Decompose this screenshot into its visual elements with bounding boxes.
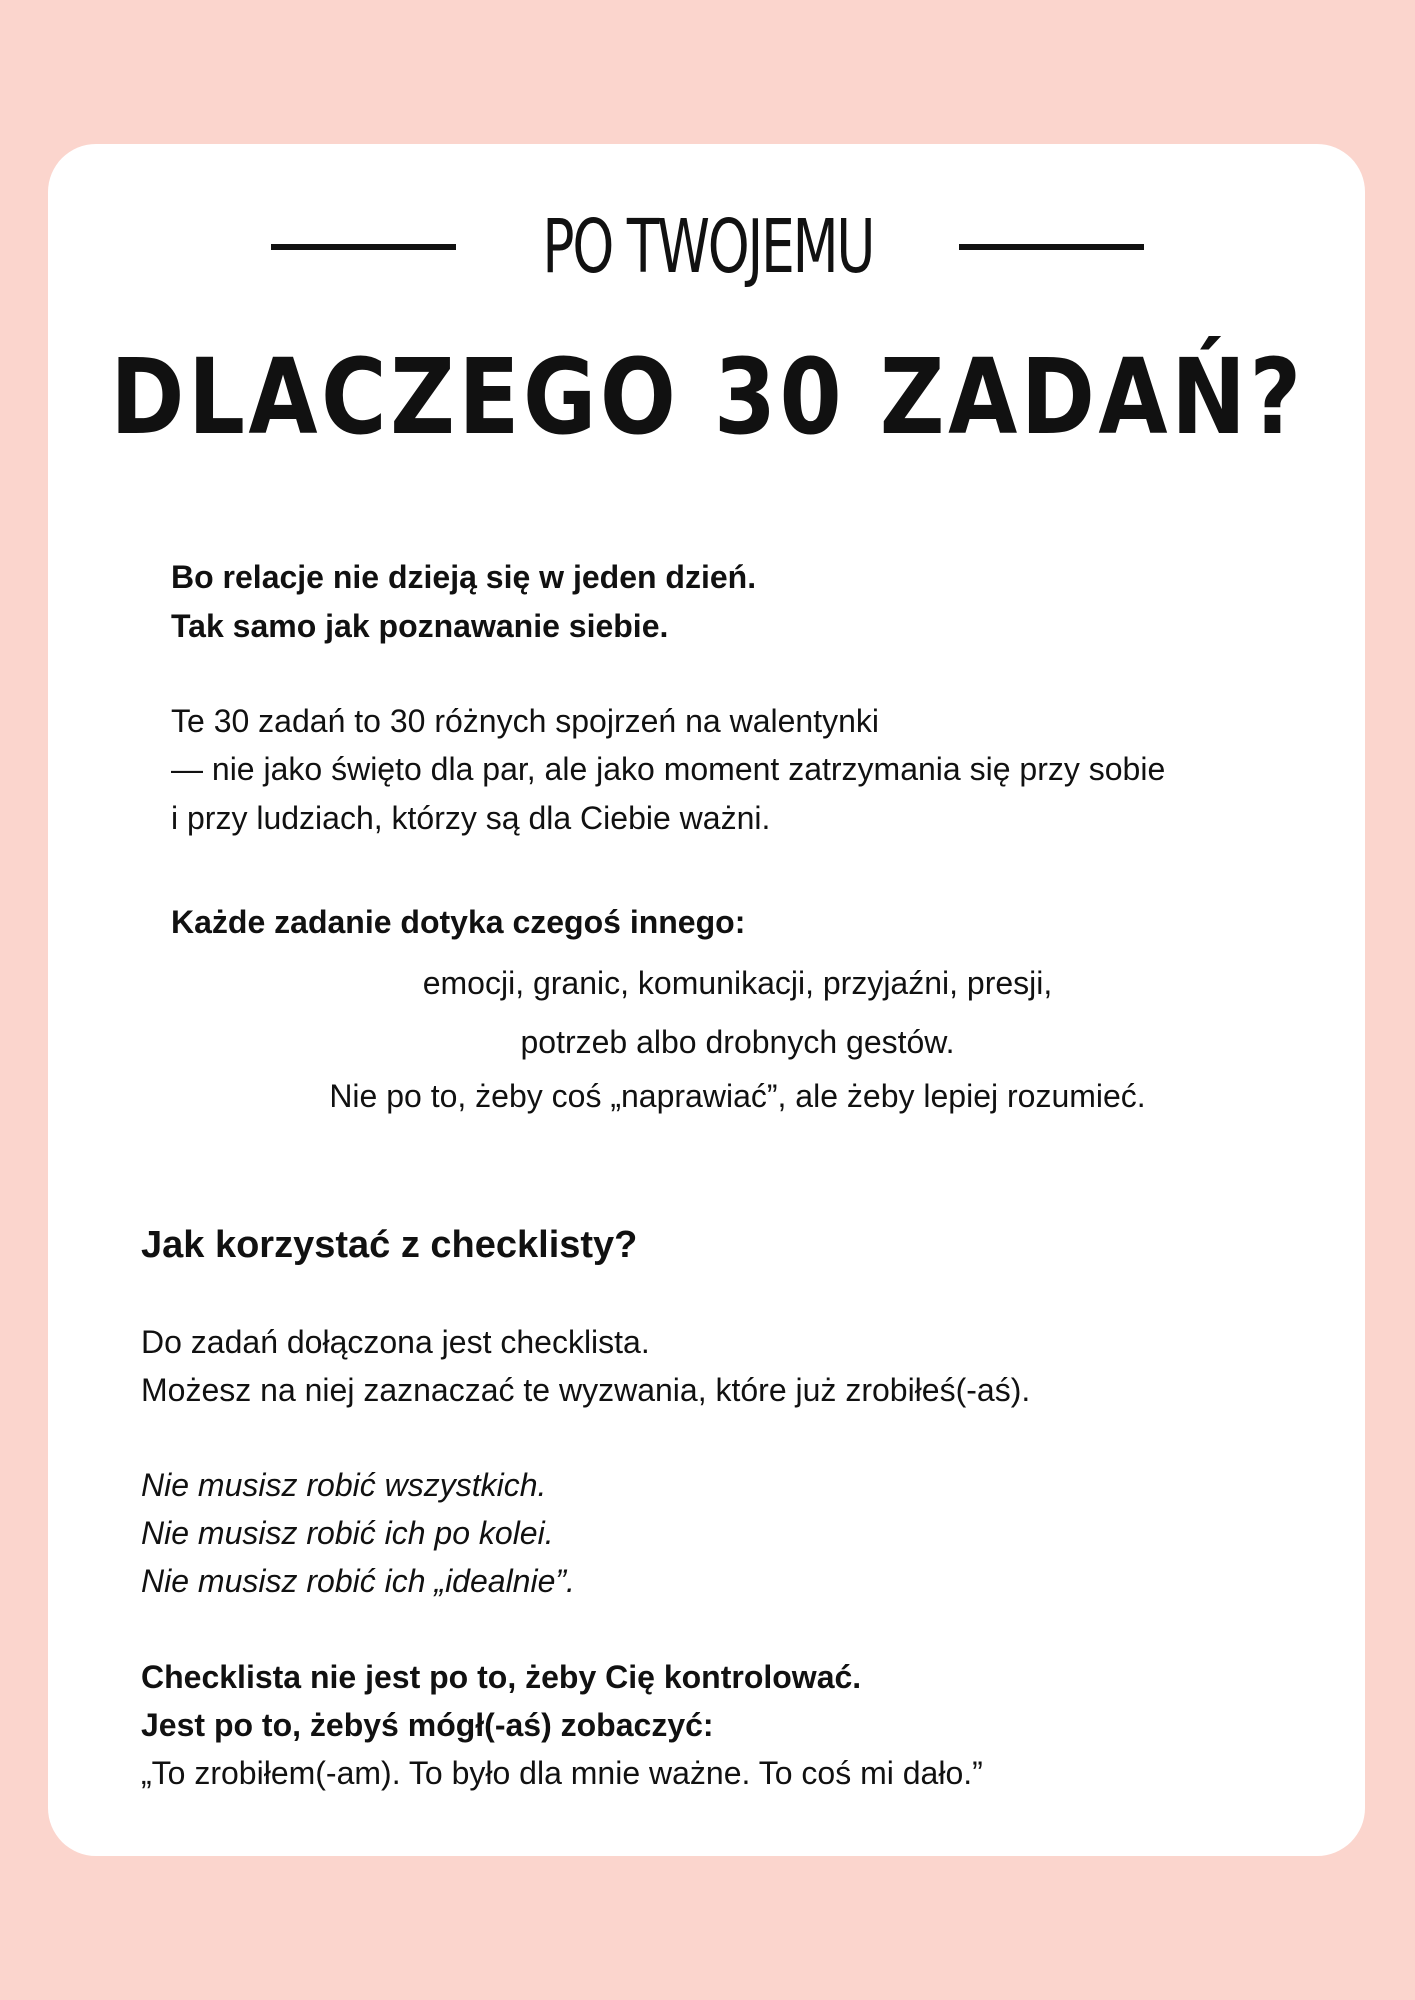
intro-paragraph-line-3: i przy ludziach, którzy są dla Ciebie ważni.: [171, 800, 771, 836]
right-rule-divider: [959, 244, 1144, 250]
checklist-bold-line-2: Jest po to, żebyś mógł(-aś) zobaczyć:: [141, 1707, 714, 1743]
left-rule-divider: [271, 244, 456, 250]
topics-heading: Każde zadanie dotyka czegoś innego:: [171, 904, 746, 940]
checklist-italic-line-1: Nie musisz robić wszystkich.: [141, 1467, 547, 1503]
topics-line-3: Nie po to, żeby coś „naprawiać”, ale żeby lepiej rozumieć.: [329, 1078, 1146, 1114]
checklist-italic-line-3: Nie musisz robić ich „idealnie”.: [141, 1563, 575, 1599]
intro-bold-line-2: Tak samo jak poznawanie siebie.: [171, 608, 669, 644]
checklist-italic-line-2: Nie musisz robić ich po kolei.: [141, 1515, 554, 1551]
checklist-line-1: Do zadań dołączona jest checklista.: [141, 1324, 650, 1360]
subtitle-row: [0, 204, 1415, 290]
page-subtitle: PO TWOJEMU: [542, 204, 873, 290]
checklist-line-2: Możesz na niej zaznaczać te wyzwania, które już zrobiłeś(-aś).: [141, 1372, 1031, 1408]
intro-paragraph-line-2: — nie jako święto dla par, ale jako moment zatrzymania się przy sobie: [171, 751, 1166, 787]
topics-line-1: emocji, granic, komunikacji, przyjaźni, presji,: [422, 965, 1053, 1001]
intro-bold-line-1: Bo relacje nie dzieją się w jeden dzień.: [171, 559, 757, 595]
topics-line-2: potrzeb albo drobnych gestów.: [520, 1024, 955, 1060]
page-title: DLACZEGO 30 ZADAŃ?: [110, 336, 1305, 458]
checklist-heading: Jak korzystać z checklisty?: [141, 1224, 638, 1266]
intro-paragraph-line-1: Te 30 zadań to 30 różnych spojrzeń na walentynki: [171, 703, 879, 739]
checklist-quote: „To zrobiłem(-am). To było dla mnie ważne. To coś mi dało.”: [141, 1755, 983, 1791]
checklist-bold-line-1: Checklista nie jest po to, żeby Cię kontrolować.: [141, 1659, 862, 1695]
